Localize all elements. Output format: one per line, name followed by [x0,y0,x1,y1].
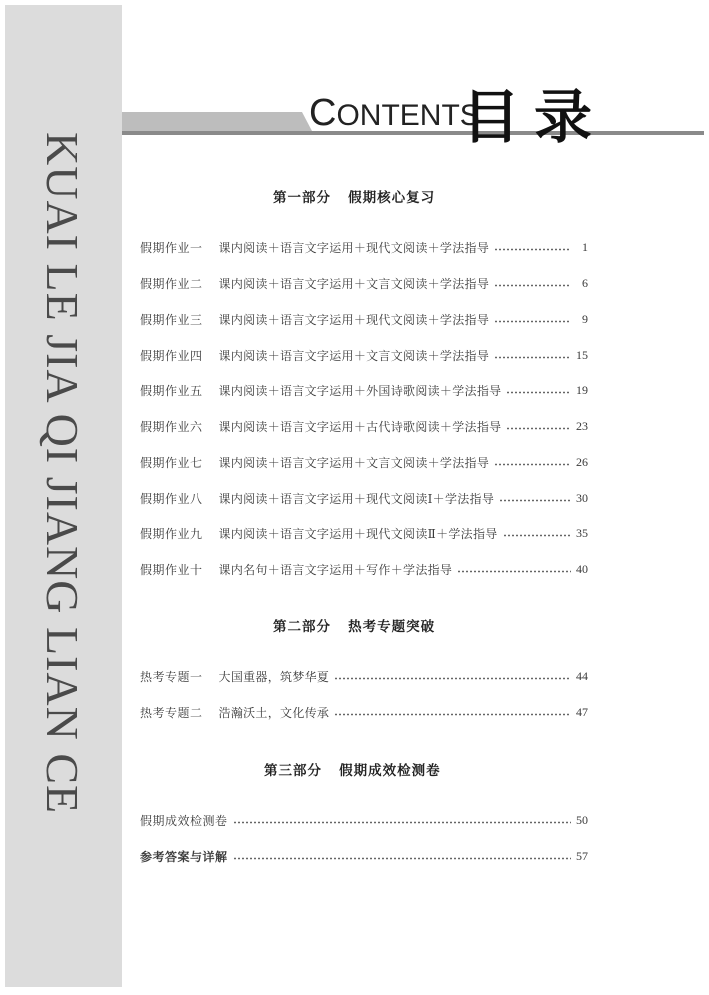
toc-entry[interactable] [140,274,588,292]
toc-entry[interactable] [140,310,588,328]
leader-dots [503,534,571,537]
side-banner-text: KUAI LE JIA QI JIANG LIAN CE [37,132,88,815]
toc-entry-page: 50 [576,812,588,827]
toc-entry-page: 30 [576,490,588,505]
toc-entry-desc: 课内名句＋语言文字运用＋写作＋学法指导 [218,562,453,577]
leader-dots [506,391,571,394]
toc-entry-label: 假期作业六 [140,419,203,434]
section-title: 第二部分 热考专题突破 [273,619,436,635]
toc-entry-desc: 课内阅读＋语言文字运用＋现代文阅读Ⅱ＋学法指导 [218,526,498,541]
toc-entry-page: 35 [576,525,588,540]
toc-entry-label: 假期作业四 [140,348,203,363]
section-title: 第三部分 假期成效检测卷 [264,763,441,779]
leader-dots [334,677,571,680]
toc-entry-page: 1 [582,239,588,254]
leader-dots [233,821,571,824]
toc-entry-page: 26 [576,454,588,469]
toc-entry-label: 假期作业八 [140,491,203,506]
leader-dots [506,427,571,430]
toc-entry[interactable] [140,560,588,578]
toc-entry-page: 40 [576,561,588,576]
toc-entry-desc: 大国重器，筑梦华夏 [218,669,330,684]
toc-entry[interactable] [140,238,588,256]
toc-entry[interactable] [140,847,588,865]
header-band [122,112,312,131]
toc-entry[interactable] [140,489,588,507]
toc-entry-desc: 课内阅读＋语言文字运用＋外国诗歌阅读＋学法指导 [218,383,502,398]
leader-dots [334,713,571,716]
toc-entry-desc: 课内阅读＋语言文字运用＋古代诗歌阅读＋学法指导 [218,419,502,434]
toc-entry-label: 假期作业一 [140,240,203,255]
toc-entry-page: 47 [576,704,588,719]
section-title: 第一部分 假期核心复习 [273,190,436,206]
toc-entry-label: 假期作业五 [140,383,203,398]
toc-entry-page: 44 [576,668,588,683]
toc-entry[interactable] [140,667,588,685]
toc-entry[interactable] [140,524,588,542]
toc-entry[interactable] [140,811,588,829]
toc-entry-desc: 课内阅读＋语言文字运用＋文言文阅读＋学法指导 [218,276,490,291]
leader-dots [233,857,571,860]
toc-entry-label: 假期作业十 [140,562,203,577]
toc-entry-desc: 课内阅读＋语言文字运用＋文言文阅读＋学法指导 [218,455,490,470]
toc-entry-page: 57 [576,848,588,863]
toc-entry-page: 23 [576,418,588,433]
leader-dots [457,570,571,573]
toc-entry-page: 6 [582,275,588,290]
toc-entry[interactable] [140,453,588,471]
toc-entry-label: 热考专题二 [140,705,203,720]
contents-heading [309,92,480,135]
contents-rest: ONTENTS [336,99,480,132]
toc-entry-desc: 课内阅读＋语言文字运用＋现代文阅读＋学法指导 [218,240,490,255]
leader-dots [494,320,571,323]
contents-initial: C [309,92,337,134]
toc-entry-label: 假期作业三 [140,312,203,327]
leader-dots [499,499,571,502]
toc-entry[interactable] [140,381,588,399]
toc-entry-label: 假期作业七 [140,455,203,470]
leader-dots [494,248,571,251]
toc-entry-page: 19 [576,382,588,397]
toc-entry[interactable] [140,346,588,364]
page-title: 目录 [462,83,607,151]
toc-entry-page: 9 [582,311,588,326]
leader-dots [494,356,571,359]
toc-entry-desc: 浩瀚沃土，文化传承 [218,705,330,720]
toc-entry-desc: 课内阅读＋语言文字运用＋文言文阅读＋学法指导 [218,348,490,363]
leader-dots [494,284,571,287]
toc-entry[interactable] [140,417,588,435]
toc-entry[interactable] [140,703,588,721]
toc-entry-desc: 课内阅读＋语言文字运用＋现代文阅读Ⅰ＋学法指导 [218,491,495,506]
toc-entry-label: 假期作业二 [140,276,203,291]
toc-entry-page: 15 [576,347,588,362]
toc-entry-label: 参考答案与详解 [140,849,228,864]
toc-entry-label: 假期成效检测卷 [140,813,228,828]
leader-dots [494,463,571,466]
toc-entry-label: 热考专题一 [140,669,203,684]
toc-entry-desc: 课内阅读＋语言文字运用＋现代文阅读＋学法指导 [218,312,490,327]
toc-entry-label: 假期作业九 [140,526,203,541]
